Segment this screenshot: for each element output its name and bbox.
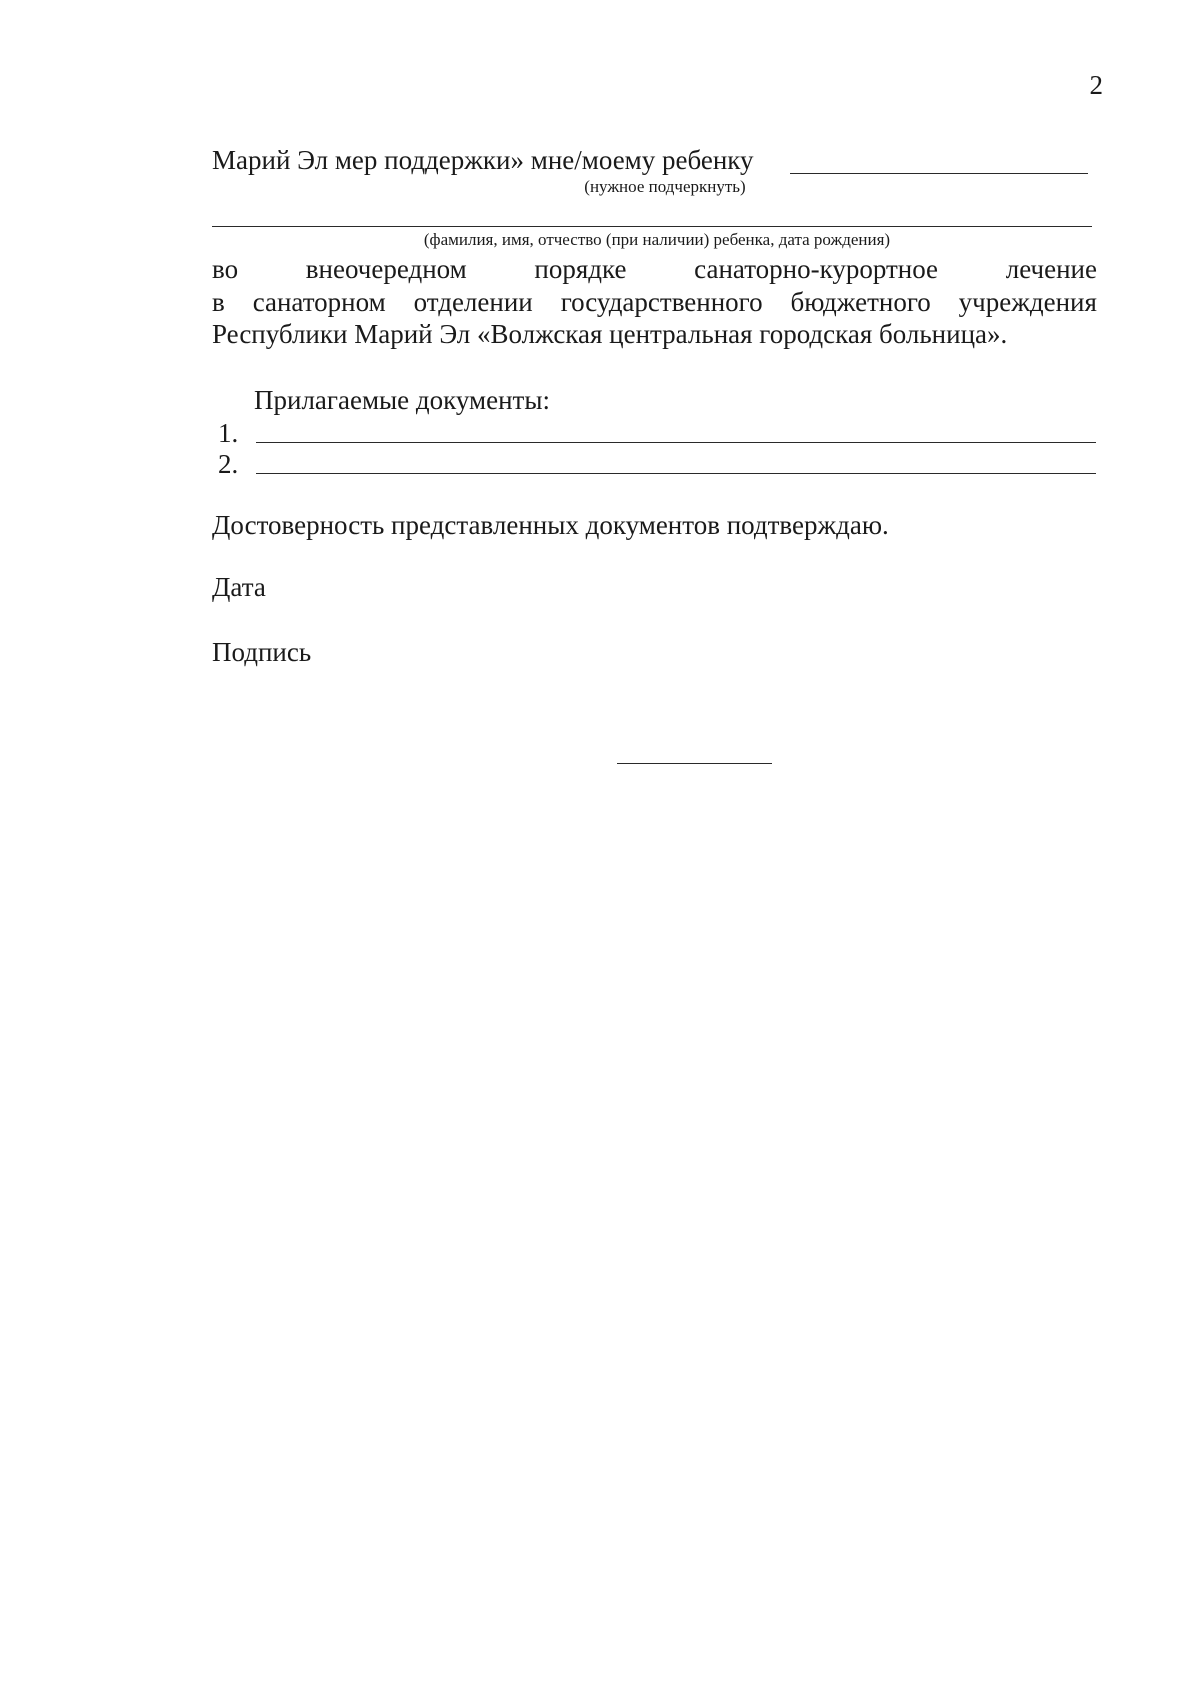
- date-label: Дата: [212, 572, 266, 602]
- document-item-1-blank[interactable]: [256, 442, 1096, 443]
- paragraph-line-2: [212, 287, 1097, 318]
- paragraph-line-1: [212, 254, 1097, 285]
- attached-documents-heading: Прилагаемые документы:: [254, 385, 550, 415]
- word: санаторно-курортное: [694, 254, 939, 284]
- word: государственного: [560, 287, 763, 317]
- caption-underline-needed: (нужное подчеркнуть): [584, 177, 746, 196]
- word: лечение: [1005, 254, 1097, 284]
- child-name-blank-full[interactable]: [212, 226, 1092, 227]
- caption-child-details: (фамилия, имя, отчество (при наличии) ребенка, дата рождения): [423, 230, 891, 249]
- document-item-2-blank[interactable]: [256, 473, 1096, 474]
- page-number: 2: [1089, 70, 1103, 100]
- word: учреждения: [958, 287, 1097, 317]
- document-item-1-number: 1.: [218, 418, 239, 448]
- word: внеочередном: [305, 254, 467, 284]
- word: во: [212, 254, 239, 284]
- word: санаторном: [252, 287, 386, 317]
- child-name-blank-short[interactable]: [790, 173, 1088, 174]
- word: порядке: [534, 254, 627, 284]
- word: бюджетного: [790, 287, 931, 317]
- confirmation-statement: Достоверность представленных документов подтверждаю.: [212, 510, 889, 540]
- end-of-document-rule: [617, 763, 772, 764]
- form-line-1: Марий Эл мер поддержки» мне/моему ребенку: [212, 145, 754, 175]
- signature-label: Подпись: [212, 637, 312, 667]
- word: отделении: [413, 287, 533, 317]
- document-item-2-number: 2.: [218, 449, 239, 479]
- word: в: [212, 287, 225, 317]
- paragraph-line-3: Республики Марий Эл «Волжская центральная городская больница».: [212, 319, 1008, 349]
